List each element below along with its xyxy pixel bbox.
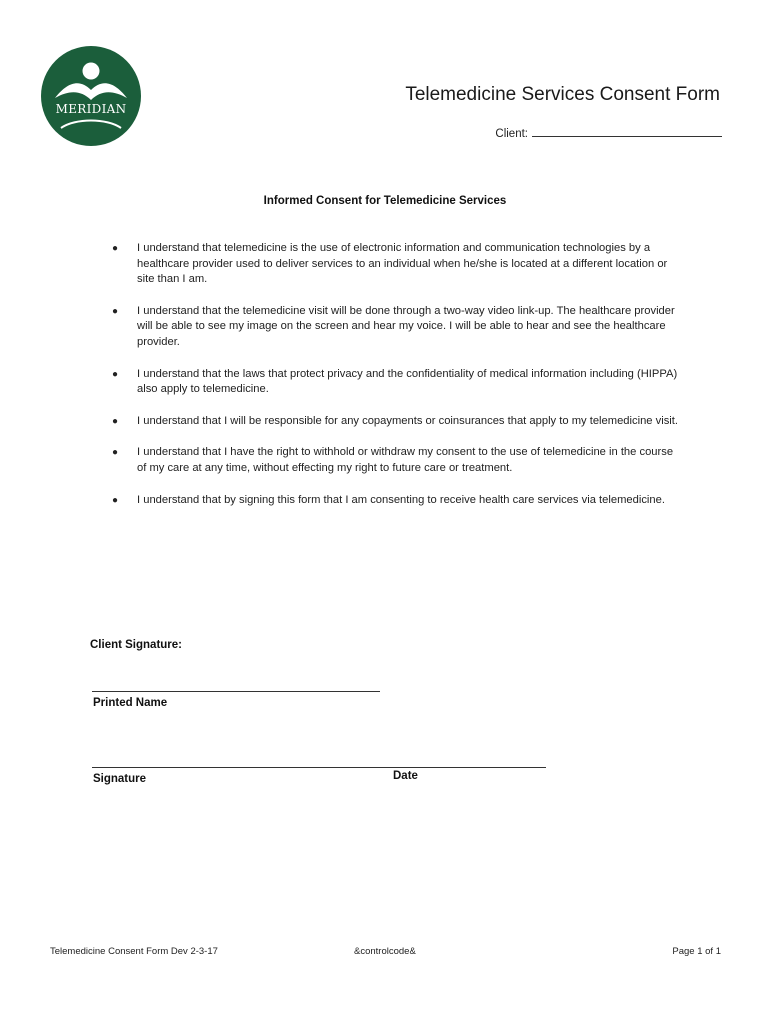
consent-statement: I understand that I have the right to withhold or withdraw my consent to the use of telemedicine in the course of my care at any time, without effecting my right to future care or treatment. [137,446,674,474]
footer-control-code: &controlcode& [354,946,416,957]
bullet-icon: ● [112,243,119,254]
client-signature-label: Client Signature: [90,639,183,651]
footer-form-version: Telemedicine Consent Form Dev 2-3-17 [50,946,218,957]
consent-statement: I understand that by signing this form that I am consenting to receive health care services via telemedicine. [137,493,665,506]
client-label: Client: [495,128,528,140]
bullet-icon: ● [112,494,119,506]
logo-emblem-icon [41,46,141,146]
consent-statement: I understand that I will be responsible for any copayments or coinsurances that apply to my telemedicine visit. [137,414,679,427]
consent-statement: I understand that telemedicine is the use of electronic information and communication technologies by a healthcare provider used to deliver services to an individual when he/she is located at a different location or site than I am. [137,242,668,286]
list-item [112,493,682,509]
list-item [112,445,682,476]
consent-heading: Informed Consent for Telemedicine Services [263,195,507,207]
list-item [112,414,682,430]
logo-wordmark: MERIDIAN [55,102,127,116]
printed-name-line[interactable] [92,691,380,692]
date-label: Date [393,770,418,782]
bullet-icon: ● [112,415,119,427]
consent-statement: I understand that the laws that protect privacy and the confidentiality of medical information including (HIPPA) also apply to telemedicine. [137,367,678,396]
bullet-icon: ● [112,447,119,459]
consent-statement: I understand that the telemedicine visit will be done through a two-way video link-up. The healthcare provider will be able to see my image on the screen and hear my voice. I will be able to hear and see the healthcare provider. [137,304,675,348]
client-field[interactable] [495,126,722,140]
signature-label: Signature [93,773,147,785]
bullet-icon: ● [112,305,119,317]
list-item [112,304,682,351]
form-title: Telemedicine Services Consent Form [405,84,720,105]
consent-list [112,241,682,524]
footer-page-number: Page 1 of 1 [672,946,721,957]
list-item [112,367,682,398]
signature-line[interactable] [92,767,546,768]
list-item [112,241,682,288]
bullet-icon: ● [112,368,119,380]
client-blank-line[interactable] [532,126,722,137]
meridian-logo [41,46,141,146]
printed-name-label: Printed Name [93,697,168,709]
